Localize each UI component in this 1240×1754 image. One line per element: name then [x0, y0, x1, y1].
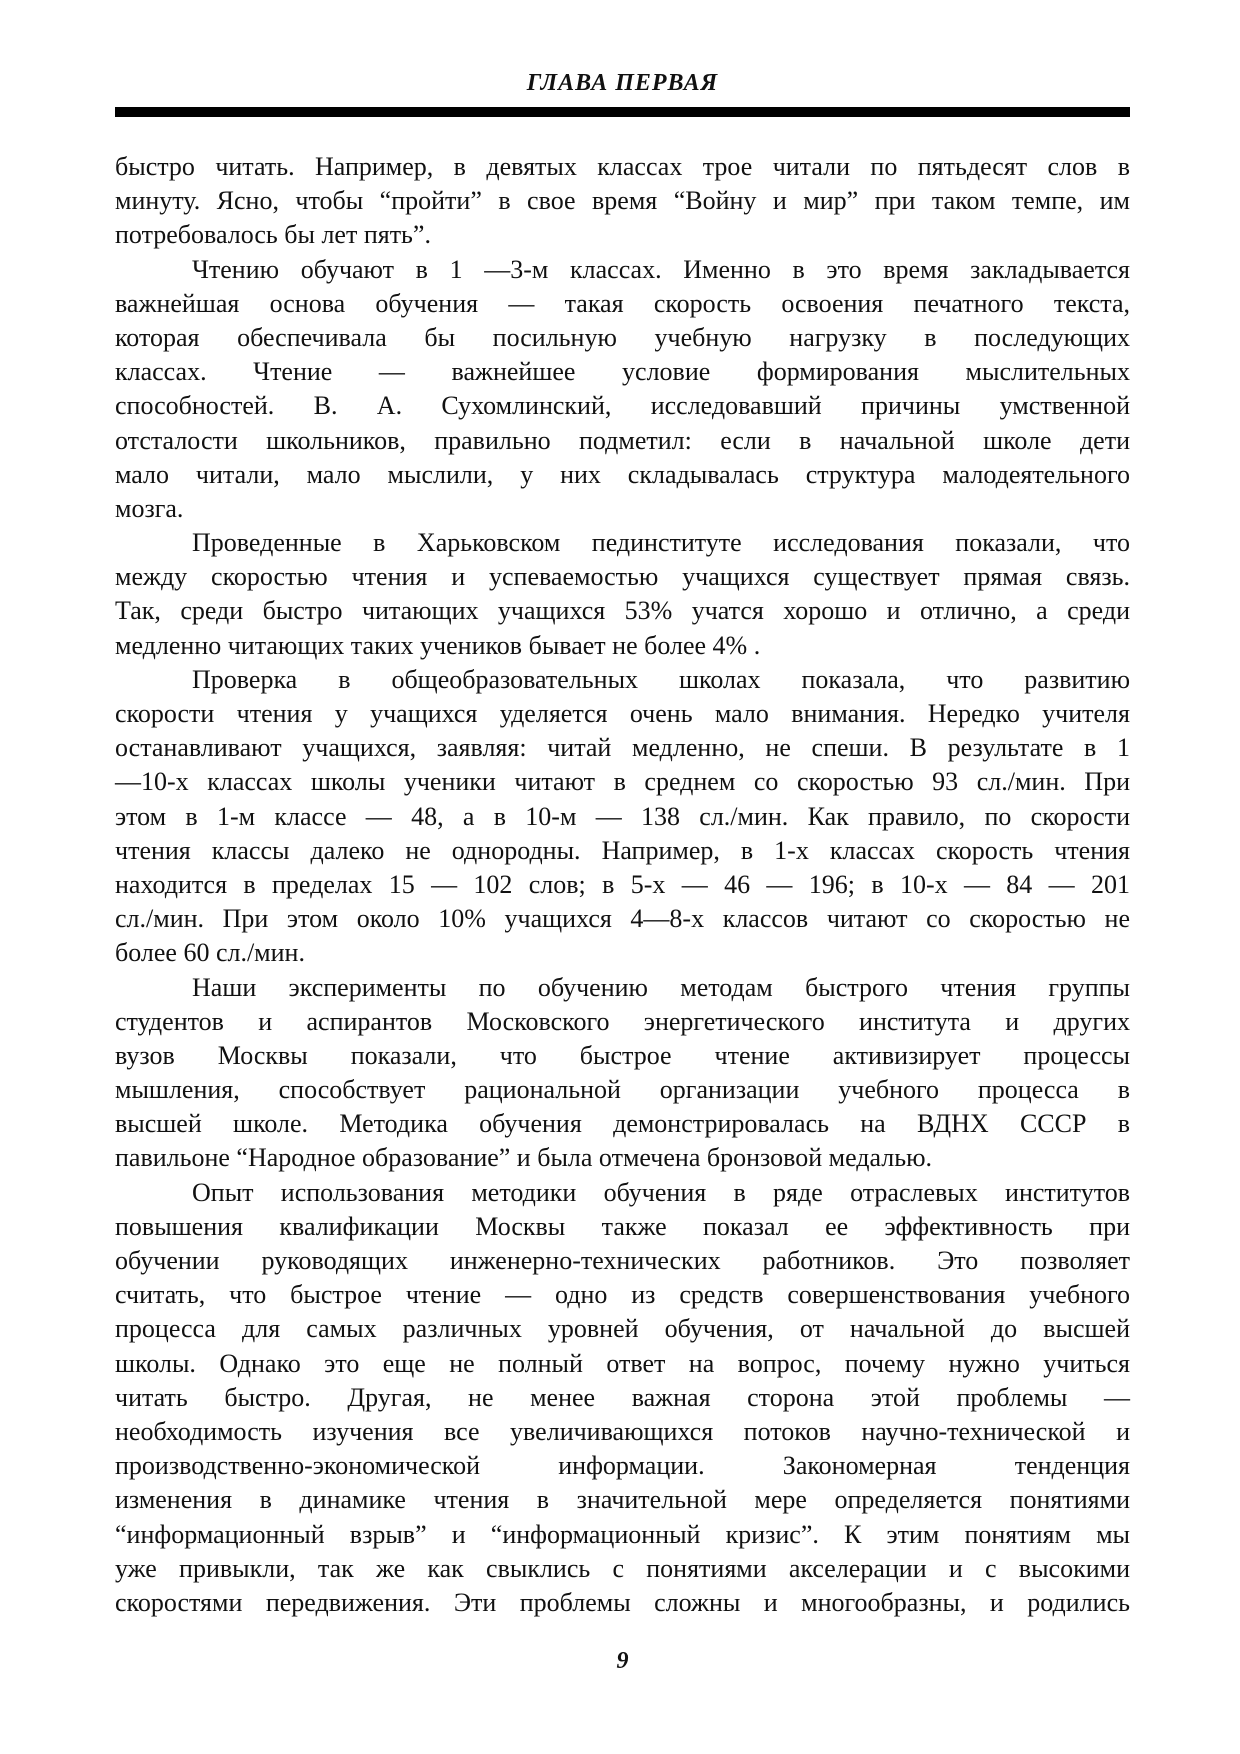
text-line: минуту. Ясно, чтобы “пройти” в свое время “Войну и мир” при таком темпе, им — [115, 186, 1130, 216]
text-line: Проведенные в Харьковском пединституте исследования показали, что — [192, 528, 1130, 558]
paragraph — [115, 1176, 1130, 1620]
text-line: изменения в динамике чтения в значительной мере определяется понятиями — [115, 1485, 1130, 1515]
page-number: 9 — [616, 1648, 629, 1674]
paragraph — [115, 253, 1130, 527]
text-line: быстро читать. Например, в девятых классах трое читали по пятьдесят слов в — [115, 152, 1130, 181]
text-line: считать, что быстрое чтение — одно из средств совершенствования учебного — [115, 1280, 1130, 1310]
text-line: Чтению обучают в 1 —3-м классах. Именно в это время закладывается — [192, 254, 1130, 284]
text-line: школы. Однако это еще не полный ответ на вопрос, почему нужно учиться — [115, 1348, 1130, 1378]
body-text — [115, 150, 1130, 1620]
text-line: мозга. — [115, 493, 184, 523]
text-line: мало читали, мало мыслили, у них складывалась структура малодеятельного — [115, 459, 1130, 489]
text-line: высшей школе. Методика обучения демонстрировалась на ВДНХ СССР в — [115, 1109, 1130, 1139]
text-line: Так, среди быстро читающих учащихся 53% учатся хорошо и отлично, а среди — [115, 596, 1130, 626]
text-line: уже привыкли, так же как свыклись с понятиями акселерации и с высокими — [115, 1553, 1130, 1583]
header-rule — [115, 107, 1130, 117]
text-line: между скоростью чтения и успеваемостью учащихся существует прямая связь. — [115, 562, 1130, 592]
text-line: процесса для самых различных уровней обучения, от начальной до высшей — [115, 1314, 1130, 1344]
text-line: —10-х классах школы ученики читают в среднем со скоростью 93 сл./мин. При — [115, 767, 1130, 797]
text-line: повышения квалификации Москвы также показал ее эффективность при — [115, 1211, 1130, 1241]
text-line: вузов Москвы показали, что быстрое чтение активизирует процессы — [115, 1040, 1130, 1070]
text-line: производственно-экономической информации. Закономерная тенденция — [115, 1451, 1130, 1481]
text-line: классах. Чтение — важнейшее условие формирования мыслительных — [115, 357, 1130, 387]
text-line: важнейшая основа обучения — такая скорость освоения печатного текста, — [115, 288, 1130, 318]
text-line: скоростями передвижения. Эти проблемы сложны и многообразны, и родились — [115, 1587, 1130, 1617]
running-header: ГЛАВА ПЕРВАЯ — [526, 70, 719, 96]
text-line: павильоне “Народное образование” и была отмечена бронзовой медалью. — [115, 1143, 933, 1173]
text-line: которая обеспечивала бы посильную учебную нагрузку в последующих — [115, 322, 1130, 352]
text-line: этом в 1-м классе — 48, а в 10-м — 138 сл./мин. Как правило, по скорости — [115, 801, 1130, 831]
text-line: Наши эксперименты по обучению методам быстрого чтения группы — [192, 972, 1130, 1002]
text-line: медленно читающих таких учеников бывает не более 4% . — [115, 630, 761, 660]
text-line: сл./мин. При этом около 10% учащихся 4—8-х классов читают со скоростью не — [115, 904, 1130, 934]
paragraph — [115, 971, 1130, 1176]
text-line: останавливают учащихся, заявляя: читай медленно, не спеши. В результате в 1 — [115, 733, 1130, 763]
text-line: Опыт использования методики обучения в ряде отраслевых институтов — [192, 1177, 1130, 1207]
paragraph — [115, 150, 1130, 253]
text-line: необходимость изучения все увеличивающихся потоков научно-технической и — [115, 1416, 1130, 1446]
text-line: студентов и аспирантов Московского энергетического института и других — [115, 1006, 1130, 1036]
text-line: “информационный взрыв” и “информационный кризис”. К этим понятиям мы — [115, 1519, 1130, 1549]
text-line: чтения классы далеко не однородны. Например, в 1-х классах скорость чтения — [115, 835, 1130, 865]
text-line: читать быстро. Другая, не менее важная сторона этой проблемы — — [115, 1382, 1130, 1412]
text-line: скорости чтения у учащихся уделяется очень мало внимания. Нередко учителя — [115, 699, 1130, 728]
paragraph — [115, 526, 1130, 663]
paragraph — [115, 663, 1130, 971]
text-line: потребовалось бы лет пять”. — [115, 220, 431, 250]
text-line: Проверка в общеобразовательных школах показала, что развитию — [192, 664, 1130, 694]
text-line: мышления, способствует рациональной организации учебного процесса в — [115, 1075, 1130, 1105]
text-line: находится в пределах 15 — 102 слов; в 5-х — 46 — 196; в 10-х — 84 — 201 — [115, 869, 1130, 899]
text-line: отсталости школьников, правильно подметил: если в начальной школе дети — [115, 425, 1130, 455]
text-line: способностей. В. А. Сухомлинский, исследовавший причины умственной — [115, 391, 1130, 421]
text-line: обучении руководящих инженерно-технических работников. Это позволяет — [115, 1246, 1130, 1275]
text-line: более 60 сл./мин. — [115, 938, 305, 968]
